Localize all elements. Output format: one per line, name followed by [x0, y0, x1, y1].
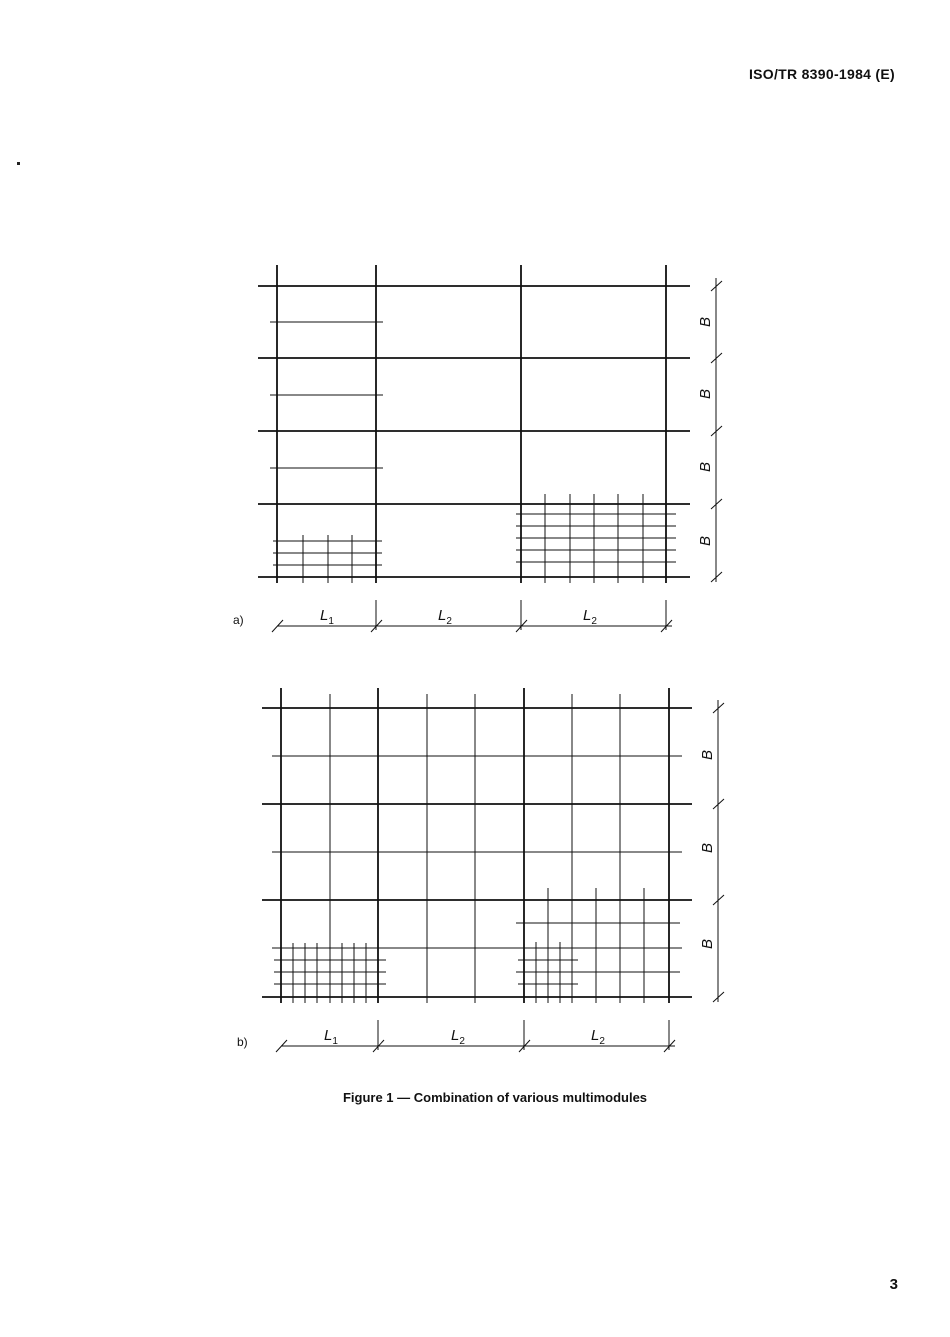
dim-label-l1: $L_1$ — [324, 1027, 338, 1047]
dim-label-l1: $L_1$ — [320, 607, 334, 627]
page-number: 3 — [889, 1276, 898, 1293]
dim-label-b: B — [697, 535, 714, 547]
dim-label-b: B — [699, 842, 716, 854]
dim-label-l2: $L_2$ — [591, 1027, 605, 1047]
dim-label-l2: $L_2$ — [451, 1027, 465, 1047]
dim-label-b: B — [699, 938, 716, 950]
dim-label-b: B — [699, 749, 716, 761]
figure-caption: Figure 1 — Combination of various multimodules — [342, 1090, 648, 1105]
panel-label-a: a) — [233, 613, 244, 627]
dim-label-l2: $L_2$ — [583, 607, 597, 627]
document-header: ISO/TR 8390-1984 (E) — [748, 66, 895, 82]
dim-label-b: B — [697, 461, 714, 473]
panel-label-b: b) — [237, 1035, 248, 1049]
dim-label-b: B — [697, 316, 714, 328]
dim-label-b: B — [697, 388, 714, 400]
dim-label-l2: $L_2$ — [438, 607, 452, 627]
